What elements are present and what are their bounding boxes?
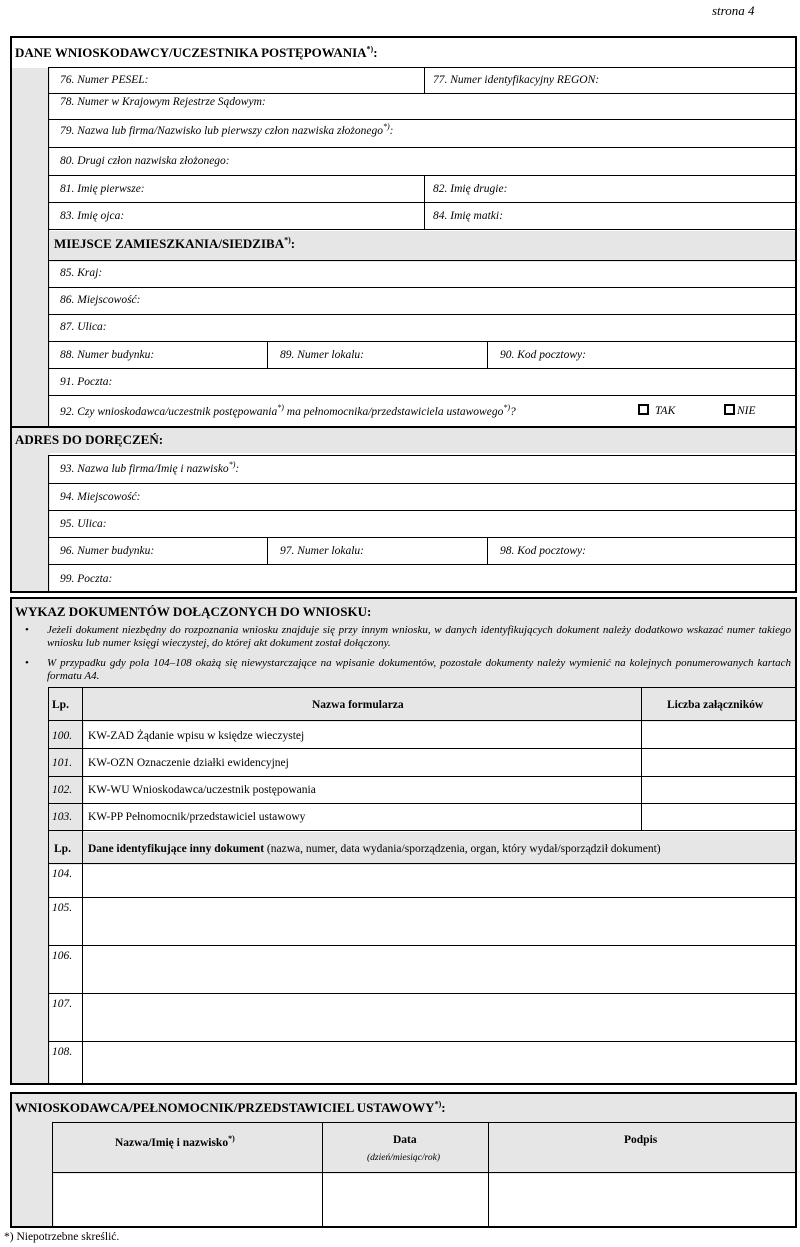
checkbox-square-icon (638, 404, 649, 415)
other-doc-input-106[interactable] (83, 946, 796, 993)
row-103-lp: 103. (52, 811, 73, 823)
signature-input[interactable] (489, 1173, 795, 1225)
other-doc-input-105[interactable] (83, 898, 796, 945)
field-97-apartment[interactable]: 97. Numer lokalu: (280, 545, 365, 557)
row-107-lp: 107. (52, 998, 73, 1010)
left-gutter (12, 68, 50, 591)
signature-date-input[interactable] (323, 1173, 488, 1225)
documents-note-2: • W przypadku gdy pola 104–108 okażą się niewystarczające na wpisanie dokumentów, pozostałe dokumenty należy wymienić na kolejnych ponumerowanych kartach formatu A4. (47, 657, 791, 683)
field-99-post-office[interactable]: 99. Poczta: (60, 573, 113, 585)
field-77-regon[interactable]: 77. Numer identyfikacyjny REGON: (433, 74, 600, 86)
field-84-mother-name[interactable]: 84. Imię matki: (433, 210, 503, 222)
documents-note-1: • Jeżeli dokument niezbędny do rozpoznania wniosku znajduje się przy innym wniosku, w danych identyfikujących dokument należy dodatkowo wskazać numer takiego wniosku lub numer księgi wieczystej, do której akt dokument został dołączony. (47, 624, 791, 650)
field-88-building[interactable]: 88. Numer budynku: (60, 349, 155, 361)
col-signer-name-header: Nazwa/Imię i nazwisko*) (115, 1134, 235, 1149)
col-other-doc-header: Dane identyfikujące inny dokument (nazwa, numer, data wydania/sporządzenia, organ, który wydał/sporządził dokument) (88, 843, 661, 855)
row-100-name: KW-ZAD Żądanie wpisu w księdze wieczystej (88, 730, 305, 742)
no-checkbox[interactable]: NIE (724, 404, 756, 418)
other-doc-input-107[interactable] (83, 994, 796, 1041)
row-101-lp: 101. (52, 757, 73, 769)
col-lp-header: Lp. (52, 699, 69, 711)
row-105-lp: 105. (52, 902, 73, 914)
field-78-krs[interactable]: 78. Numer w Krajowym Rejestrze Sądowym: (60, 96, 266, 108)
delivery-title: ADRES DO DORĘCZEŃ: (15, 432, 164, 447)
attachments-count-102[interactable] (642, 777, 796, 803)
field-80-second-surname[interactable]: 80. Drugi człon nazwiska złożonego: (60, 155, 230, 167)
field-79-surname[interactable]: 79. Nazwa lub firma/Nazwisko lub pierwszy człon nazwiska złożonego*): (60, 122, 394, 137)
field-85-country[interactable]: 85. Kraj: (60, 267, 103, 279)
row-101-name: KW-OZN Oznaczenie działki ewidencyjnej (88, 757, 289, 769)
page-number: strona 4 (712, 3, 755, 18)
field-89-apartment[interactable]: 89. Numer lokalu: (280, 349, 365, 361)
field-91-post-office[interactable]: 91. Poczta: (60, 376, 113, 388)
field-83-father-name[interactable]: 83. Imię ojca: (60, 210, 125, 222)
field-87-street[interactable]: 87. Ulica: (60, 321, 107, 333)
field-76-pesel[interactable]: 76. Numer PESEL: (60, 74, 149, 86)
field-92-question: 92. Czy wnioskodawca/uczestnik postępowania*) ma pełnomocnika/przedstawiciela ustawowego*)? (60, 403, 516, 418)
row-108-lp: 108. (52, 1046, 73, 1058)
applicant-title: DANE WNIOSKODAWCY/UCZESTNIKA POSTĘPOWANIA*): (15, 44, 378, 60)
signature-left-gutter (12, 1124, 54, 1226)
documents-title: WYKAZ DOKUMENTÓW DOŁĄCZONYCH DO WNIOSKU: (15, 604, 372, 619)
field-95-street[interactable]: 95. Ulica: (60, 518, 107, 530)
attachments-count-100[interactable] (642, 721, 796, 748)
row-102-name: KW-WU Wnioskodawca/uczestnik postępowania (88, 784, 316, 796)
col-form-name-header: Nazwa formularza (312, 699, 404, 711)
field-81-first-name[interactable]: 81. Imię pierwsze: (60, 183, 145, 195)
attachments-count-103[interactable] (642, 804, 796, 830)
col-attachments-header: Liczba załączników (667, 699, 764, 711)
row-104-lp: 104. (52, 868, 73, 880)
yes-checkbox[interactable]: TAK (638, 404, 675, 418)
field-82-second-name[interactable]: 82. Imię drugie: (433, 183, 508, 195)
attachments-count-101[interactable] (642, 749, 796, 776)
documents-left-gutter (12, 689, 50, 1083)
field-93-name[interactable]: 93. Nazwa lub firma/Imię i nazwisko*): (60, 460, 240, 475)
signer-name-input[interactable] (53, 1173, 322, 1225)
field-98-postal-code[interactable]: 98. Kod pocztowy: (500, 545, 586, 557)
checkbox-square-icon (724, 404, 735, 415)
col-date-header: Data (393, 1134, 417, 1146)
field-86-city[interactable]: 86. Miejscowość: (60, 294, 141, 306)
row-102-lp: 102. (52, 784, 73, 796)
signature-title: WNIOSKODAWCA/PEŁNOMOCNIK/PRZEDSTAWICIEL USTAWOWY*): (15, 1099, 446, 1115)
residence-title: MIEJSCE ZAMIESZKANIA/SIEDZIBA*): (54, 235, 296, 251)
field-90-postal-code[interactable]: 90. Kod pocztowy: (500, 349, 586, 361)
field-96-building[interactable]: 96. Numer budynku: (60, 545, 155, 557)
col-lp2-header: Lp. (54, 843, 71, 855)
field-94-city[interactable]: 94. Miejscowość: (60, 491, 141, 503)
other-doc-input-108[interactable] (83, 1042, 796, 1083)
other-doc-input-104[interactable] (83, 864, 796, 897)
row-103-name: KW-PP Pełnomocnik/przedstawiciel ustawowy (88, 811, 306, 823)
footnote: *) Niepotrzebne skreślić. (4, 1231, 120, 1243)
col-date-format: (dzień/miesiąc/rok) (367, 1153, 440, 1163)
col-signature-header: Podpis (624, 1134, 658, 1146)
row-100-lp: 100. (52, 730, 73, 742)
row-106-lp: 106. (52, 950, 73, 962)
